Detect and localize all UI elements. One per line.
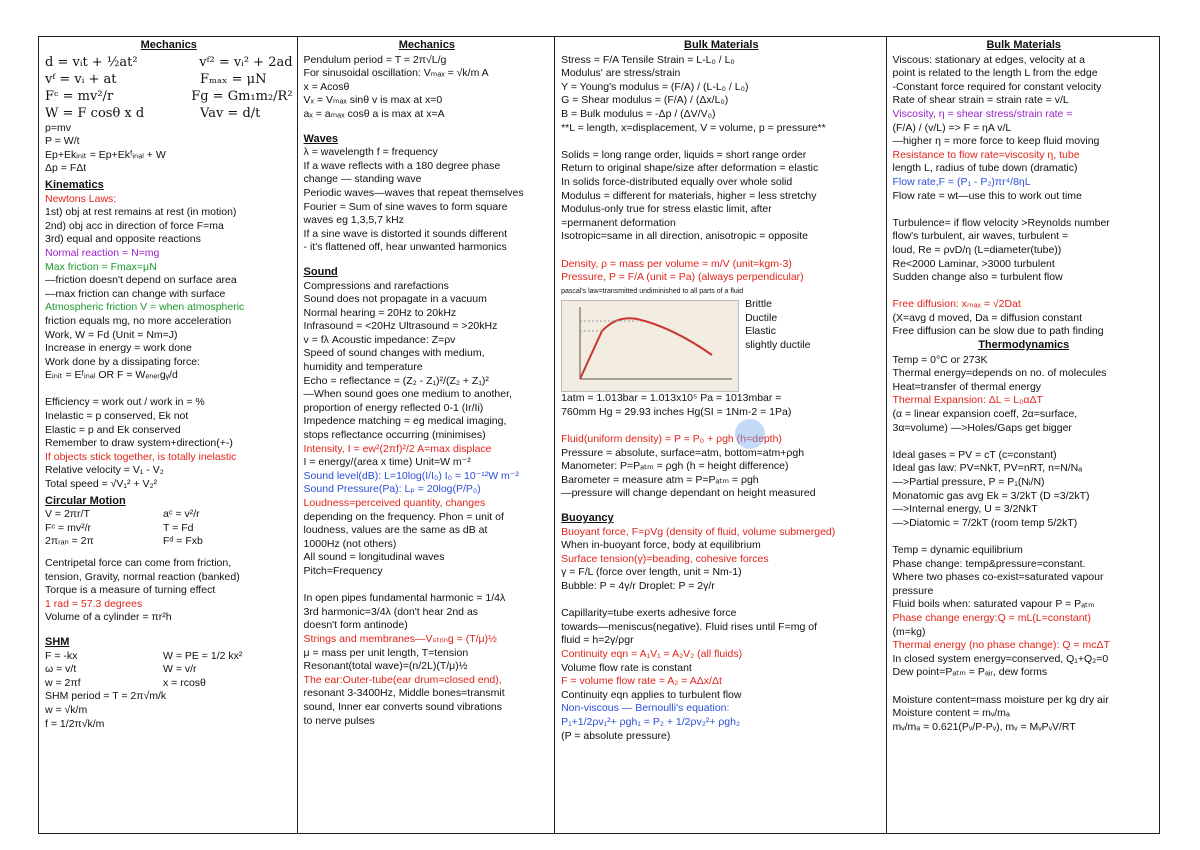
text-line: Impedence matching = eg medical imaging, [303, 415, 507, 428]
equation: x = rcosθ [163, 676, 206, 689]
equation: d = vᵢt + ½at² [45, 54, 138, 70]
text-line: Viscous: stationary at edges, velocity at a [892, 53, 1085, 66]
text-line: fluid = h=2γ/ρgr [561, 634, 634, 647]
text-line: —When sound goes one medium to another, [303, 388, 512, 401]
text-line: λ = wavelength f = frequency [303, 146, 438, 159]
text-line: 1000Hz (not others) [303, 537, 397, 550]
text-line: Ideal gases = PV = cT (c=constant) [892, 448, 1057, 461]
text-line: 1atm = 1.013bar = 1.013x10⁵ Pa = 1013mbar = [561, 392, 782, 405]
text-line: Modulus' are stress/strain [561, 67, 681, 80]
text-line: P₁+1/2ρv₁²+ ρgh₁ = P₂ + 1/2ρv₂²+ ρgh₂ [561, 715, 741, 728]
text-line: Resistance to flow rate=viscosity η, tube [892, 148, 1080, 161]
stress-strain-graph [561, 300, 739, 392]
equation-row [45, 663, 293, 677]
text-line: Relative velocity = V₁ - V₂ [45, 464, 164, 477]
text-line: Δp = FΔt [45, 162, 87, 175]
text-line [561, 419, 881, 433]
text-line: μ = mass per unit length, T=tension [303, 646, 469, 659]
text-line: G = Shear modulus = (F/A) / (Δx/L₀) [561, 94, 729, 107]
text-line: resonant 3-3400Hz, Middle bones=transmit [303, 687, 505, 700]
text-line: SHM period = T = 2π√m/k [45, 690, 167, 703]
text-line: Manometer: P=Pₐₜₘ = ρgh (h = height difference) [561, 460, 789, 473]
column-mechanics-2 [297, 37, 555, 833]
text-line [561, 594, 881, 608]
text-line: In solids force-distributed equally over whole solid [561, 175, 793, 188]
cheat-sheet [38, 36, 1160, 834]
text-line: aₓ = aₘₐₓ cosθ a is max at x=A [303, 107, 445, 120]
text-line: Flow rate,F = (P₁ - P₂)πr⁴/8ηL [892, 175, 1031, 188]
circular-motion-notes [45, 557, 293, 625]
text-line: Vₓ = Vₘₐₓ sinθ v is max at x=0 [303, 94, 443, 107]
text-line: Monatomic gas avg Ek = 3/2kT (D =3/2kT) [892, 489, 1090, 502]
text-line [561, 244, 881, 258]
column-title: Mechanics [398, 39, 455, 51]
text-line: —>Internal energy, U = 3/2NkT [892, 503, 1038, 516]
text-line: v = fλ Acoustic impedance: Z=ρv [303, 333, 456, 346]
text-line: Thermal Expansion: ΔL = L₀αΔT [892, 394, 1043, 407]
text-line: humidity and temperature [303, 361, 423, 374]
text-line: Ideal gas law: PV=NkT, PV=nRT, n=N/Nₐ [892, 462, 1083, 475]
text-line [304, 579, 551, 593]
text-line: Ductile [745, 311, 778, 324]
text-line: point is related to the length L from the edge [892, 67, 1098, 80]
text-line: waves eg 1,3,5,7 kHz [303, 214, 404, 227]
text-line: - it's flattened off, hear unwanted harmonics [303, 241, 507, 254]
text-line: Viscosity, η = shear stress/strain rate = [892, 107, 1073, 120]
text-line: Centripetal force can come from friction, [45, 557, 232, 569]
equation: W = F cosθ x d [45, 105, 145, 121]
text-line: change — standing wave [303, 173, 422, 186]
text-line: Volume of a cylinder = πr²h [45, 611, 172, 624]
text-line: If a wave reflects with a 180 degree phase [303, 159, 501, 172]
equation-row [45, 88, 293, 105]
text-line: Infrasound = <20Hz Ultrasound = >20kHz [303, 320, 498, 333]
text-line: Density, ρ = mass per volume = m/V (unit=kgm-3) [561, 257, 792, 270]
text-line [561, 135, 881, 149]
text-line: p=mv [45, 121, 71, 134]
text-line: —friction doesn't depend on surface area [45, 274, 237, 287]
pendulum-block [304, 54, 551, 122]
text-line: Barometer = measure atm = P=Pₐₜₘ = ρgh [561, 473, 759, 486]
text-line: Echo = reflectance = (Z₂ - Z₁)²/(Z₂ + Z₁)² [303, 374, 489, 387]
column-title: Bulk Materials [986, 39, 1062, 51]
text-line: —max friction can change with surface [45, 287, 226, 300]
equation: T = Fd [163, 521, 194, 534]
text-line: Work, W = Fd (Unit = Nm=J) [45, 328, 178, 341]
text-line: w = √k/m [45, 703, 88, 716]
text-line: Elastic = p and Ek conserved [45, 423, 181, 436]
pressure-block [561, 392, 881, 501]
text-line: Sound does not propagate in a vacuum [303, 293, 487, 306]
text-line: Dew point=Pₐₜₘ = Pₐᵢᵣ, dew forms [892, 666, 1048, 679]
text-line: B = Bulk modulus = -Δp / (ΔV/V₀) [561, 107, 716, 120]
buoyancy-block [561, 526, 881, 744]
kinematics-block [45, 193, 293, 492]
text-line: doesn't form antinode) [303, 619, 408, 632]
text-line: Elastic [745, 325, 777, 338]
text-line [893, 530, 1156, 544]
equation-row [45, 650, 293, 664]
text-line: Torque is a measure of turning effect [45, 584, 216, 597]
column-title: Bulk Materials [684, 39, 759, 51]
kinematics-heading: Kinematics [45, 178, 104, 191]
column-mechanics-1 [39, 37, 297, 833]
text-line: In closed system energy=conserved, Q₁+Q₂=0 [892, 652, 1109, 665]
thermodynamics-heading: Thermodynamics [978, 339, 1070, 352]
text-line: Heat=transfer of thermal energy [892, 380, 1042, 393]
equation: Vav = d/t [200, 105, 261, 121]
text-line: Increase in energy = work done [45, 342, 192, 355]
text-line: Continuity eqn = A₁V₁ = A₂V₂ (all fluids) [561, 647, 743, 660]
text-line: Thermal energy (no phase change): Q = mcΔT [892, 639, 1110, 652]
text-line: (m=kg) [892, 625, 926, 638]
stress-strain-curve [562, 301, 738, 391]
text-line: Pitch=Frequency [303, 564, 383, 577]
equation: vᶠ² = vᵢ² + 2ad [199, 54, 293, 70]
text-line: Capillarity=tube exerts adhesive force [561, 607, 737, 620]
text-line: Fluid boils when: saturated vapour P = Pₐₜₘ [892, 598, 1095, 611]
equation-row [45, 54, 293, 71]
text-line: (F/A) / (v/L) => F = ηA v/L [892, 121, 1012, 134]
shm-notes [45, 690, 293, 731]
equation-row [45, 71, 293, 88]
text-line: Surface tension(γ)=beading, cohesive forces [561, 552, 769, 565]
equation-row [45, 677, 293, 691]
text-line: For sinusoidal oscillation: Vₘₐₓ = √k/m A [303, 67, 489, 80]
text-line: Non-viscous — Bernoulli's equation: [561, 702, 730, 715]
text-line: Continuity eqn applies to turbulent flow [561, 688, 742, 701]
text-line: —higher η = more force to keep fluid moving [892, 135, 1100, 148]
text-line [893, 203, 1156, 217]
text-line: The ear:Outer-tube(ear drum=closed end), [303, 673, 502, 686]
text-line: Modulus-only true for stress elastic limit, after [561, 203, 772, 216]
text-line: (P = absolute pressure) [561, 729, 671, 742]
text-line: Pressure, P = F/A (unit = Pa) (always perpendicular) [561, 271, 804, 284]
text-line: Efficiency = work out / work in = % [45, 396, 205, 409]
text-line: f = 1/2π√k/m [45, 717, 105, 730]
equation: aᶜ = v²/r [163, 508, 200, 521]
equation: w = 2πf [45, 676, 81, 689]
text-line: Temp = 0°C or 273K [892, 353, 988, 366]
waves-block [304, 146, 551, 255]
text-line: I = energy/(area x time) Unit=W m⁻² [303, 456, 471, 469]
text-line: Isotropic=same in all direction, anisotropic = opposite [561, 230, 808, 243]
text-line: Solids = long range order, liquids = short range order [561, 148, 807, 161]
text-line: If a sine wave is distorted it sounds different [303, 227, 508, 240]
equation: F = -kx [45, 649, 78, 662]
text-line: Fluid(uniform density) = P = P₀ + ρgh (h=depth) [561, 433, 782, 446]
text-line: tension, Gravity, normal reaction (banked) [45, 570, 240, 583]
text-line: loud, Re = ρvD/η (L=diameter(tube)) [892, 243, 1062, 256]
text-line: Compressions and rarefactions [303, 279, 449, 292]
shm-block [45, 650, 293, 691]
equation: Fᶜ = mv²/r [45, 521, 92, 534]
text-line: Sudden change also = turbulent flow [892, 271, 1063, 284]
text-line: 2nd) obj acc in direction of force F=ma [45, 219, 224, 232]
text-line: Y = Young's modulus = (F/A) / (L-L₀ / L₀) [561, 80, 749, 93]
text-line: Pendulum period = T = 2π√L/g [303, 53, 447, 66]
text-line: Phase change: temp&pressure=constant. [892, 557, 1086, 570]
equation: vᶠ = vᵢ + at [45, 71, 117, 87]
equation: W = v/r [163, 663, 197, 676]
text-line: sound, Inner ear converts sound vibrations [303, 700, 502, 713]
text-line: Return to original shape/size after deformation = elastic [561, 162, 819, 175]
sound-block [304, 280, 551, 729]
text-line: Work done by a dissipating force: [45, 355, 201, 368]
equation: Fᵈ = Fxb [163, 535, 203, 548]
text-line: Thermal energy=depends on no. of molecules [892, 367, 1107, 380]
equation: ω = v/t [45, 663, 77, 676]
text-line: Turbulence= if flow velocity >Reynolds number [892, 216, 1110, 229]
text-line: (α = linear expansion coeff, 2α=surface, [892, 408, 1078, 421]
text-line: Rate of shear strain = strain rate = v/L [892, 94, 1069, 107]
column-title: Mechanics [140, 39, 197, 51]
equation-row [45, 535, 293, 549]
text-line: Speed of sound changes with medium, [303, 347, 485, 360]
text-line: -Constant force required for constant velocity [892, 80, 1102, 93]
text-line: Intensity, I = ew²(2πf)²/2 A=max displace [303, 442, 492, 455]
text-line: Moisture content = mᵥ/mₐ [892, 707, 1010, 720]
text-line: Inelastic = p conserved, Ek not [45, 410, 189, 423]
text-line: P = W/t [45, 135, 80, 148]
text-line: Periodic waves—waves that repeat themselves [303, 186, 524, 199]
text-line: Sound level(dB): L=10log(I/I₀) I₀ = 10⁻¹²W m⁻² [303, 469, 519, 482]
text-line: Atmospheric friction V = when atmospheric [45, 301, 245, 314]
circular-motion-heading: Circular Motion [45, 494, 126, 507]
text-line: Strings and membranes—Vₛₜᵣᵢₙɡ = (T/μ)½ [303, 632, 497, 645]
equation: Fᶜ = mv²/r [45, 88, 114, 104]
equation-row [45, 522, 293, 536]
text-line: 1st) obj at rest remains at rest (in motion) [45, 206, 237, 219]
text-line: All sound = longitudinal waves [303, 551, 445, 564]
text-line [45, 383, 293, 397]
text-line: Flow rate = wt—use this to work out time [892, 189, 1082, 202]
text-line: F = volume flow rate = A₂ = AΔx/Δt [561, 675, 722, 688]
text-line: =permanent deformation [561, 216, 676, 229]
text-line: Sound Pressure(Pa): Lₚ = 20log(P/P₀) [303, 483, 481, 496]
text-line: In open pipes fundamental harmonic = 1/4λ [303, 592, 506, 605]
text-line: Stress = F/A Tensile Strain = L-L₀ / L₀ [561, 53, 735, 66]
text-line: —>Partial pressure, P = P₁(Nᵢ/N) [892, 476, 1045, 488]
text-line: 3rd harmonic=3/4λ (don't hear 2nd as [303, 605, 479, 618]
thermodynamics-block [893, 354, 1156, 735]
text-line: 3α=volume) —>Holes/Gaps get bigger [892, 421, 1072, 434]
text-line: **L = length, x=displacement, V = volume, p = pressure** [561, 121, 826, 134]
text-line: Temp = dynamic equilibrium [892, 543, 1023, 556]
column-bulk-materials-2 [886, 37, 1160, 833]
text-line: Eᵢₙᵢₜ = Eᶠᵢₙₐₗ OR F = Wₑₙₑᵣɡᵧ/d [45, 369, 178, 382]
text-line [893, 680, 1156, 694]
text-line: Remember to draw system+direction(+-) [45, 437, 233, 450]
equation-row [45, 508, 293, 522]
text-line: Moisture content=mass moisture per kg dry air [892, 693, 1109, 706]
text-line: Normal hearing = 20Hz to 20kHz [303, 306, 457, 319]
equations-block [45, 54, 293, 122]
equation-row [45, 105, 293, 122]
text-line: Re<2000 Laminar, >3000 turbulent [892, 257, 1055, 270]
text-line: Free diffusion can be slow due to path finding [892, 325, 1104, 338]
equation: 2πᵣₐₙ = 2π [45, 535, 94, 548]
text-line: Phase change energy:Q = mL(L=constant) [892, 611, 1091, 624]
text-line: Total speed = √V₁² + V₂² [45, 478, 158, 491]
text-line [893, 435, 1156, 449]
text-line: depending on the frequency. Phon = unit of [303, 510, 504, 523]
text-line: —pressure will change dependant on height measured [561, 487, 816, 500]
text-line: When in-buoyant force, body at equilibrium [561, 539, 761, 552]
text-line: Buoyant force, F=ρVg (density of fluid, volume submerged) [561, 525, 836, 538]
text-line: Resonant(total wave)=(n/2L)(T/μ)½ [303, 660, 468, 673]
text-line: friction equals mg, no more acceleration [45, 314, 232, 327]
text-line: Where two phases co-exist=saturated vapour [892, 571, 1104, 584]
text-line: Volume flow rate is constant [561, 661, 692, 674]
text-line: Normal reaction = N=mg [45, 246, 160, 259]
text-line: slightly ductile [745, 339, 811, 352]
stress-strain-block [561, 54, 881, 299]
text-line: (X=avg d moved, Da = diffusion constant [892, 311, 1083, 324]
equation: Fɡ = Gm₁m₂/R² [191, 88, 293, 104]
material-labels [745, 298, 810, 392]
text-line: Fourier = Sum of sine waves to form square [303, 200, 508, 213]
text-line: loudness, values are the same as dB at [303, 524, 488, 537]
equation: Fₘₐₓ = μN [200, 71, 267, 87]
text-line: Pressure = absolute, surface=atm, bottom=atm+ρgh [561, 446, 805, 459]
text-line: 760mm Hg = 29.93 inches Hg(SI = 1Nm-2 = 1Pa) [561, 405, 792, 418]
text-line: Max friction = Fmax=μN [45, 260, 157, 273]
text-line: towards—meniscus(negative). Fluid rises until F=mg of [561, 620, 817, 633]
text-line: Brittle [745, 298, 772, 311]
text-line: proportion of energy reflected 0-1 (Ir/Ii) [303, 401, 484, 414]
cursor-highlight [735, 419, 765, 449]
text-line: 1 rad = 57.3 degrees [45, 597, 143, 610]
text-line: flow's turbulent, air waves, turbulent = [892, 230, 1069, 243]
text-line: Modulus = different for materials, higher = less stretchy [561, 189, 817, 202]
text-line: pressure [892, 584, 934, 597]
text-line: length L, radius of tube down (dramatic) [892, 162, 1078, 175]
equation: V = 2πr/T [45, 508, 90, 521]
text-line: Newtons Laws: [45, 192, 117, 205]
text-line: mᵥ/mₐ = 0.621(Pᵥ/P-Pᵥ), mᵥ = MᵥPᵥV/RT [892, 720, 1076, 733]
text-line: 3rd) equal and opposite reactions [45, 233, 201, 246]
viscosity-block [893, 54, 1156, 339]
text-line: pascal's law=transmitted undiminished to all parts of a fluid [561, 287, 744, 295]
column-bulk-materials-1 [554, 37, 885, 833]
sound-heading: Sound [303, 265, 338, 278]
text-line: Ep+Ekᵢₙᵢₜ = Ep+Ekᶠᵢₙₐₗ + W [45, 148, 166, 161]
text-line [893, 285, 1156, 299]
text-line: γ = F/L (force over length, unit = Nm-1) [561, 566, 742, 579]
text-line: to nerve pulses [303, 714, 375, 727]
buoyancy-heading: Buoyancy [561, 512, 614, 525]
text-line: Bubble: P = 4γ/r Droplet: P = 2γ/r [561, 580, 715, 592]
equation: W = PE = 1/2 kx² [163, 649, 243, 662]
shm-heading: SHM [45, 635, 70, 648]
text-line: stops reflectance occurring (minimises) [303, 429, 486, 442]
momentum-block [45, 122, 293, 176]
text-line: —>Diatomic = 7/2kT (room temp 5/2kT) [892, 516, 1078, 529]
circular-motion-block [45, 508, 293, 549]
text-line: Loudness=perceived quantity, changes [303, 497, 486, 509]
text-line: If objects stick together, is totally inelastic [45, 450, 237, 463]
text-line: Free diffusion: xₘₐₓ = √2Dat [892, 298, 1021, 311]
waves-heading: Waves [303, 132, 338, 145]
text-line: x = Acosθ [303, 80, 350, 93]
